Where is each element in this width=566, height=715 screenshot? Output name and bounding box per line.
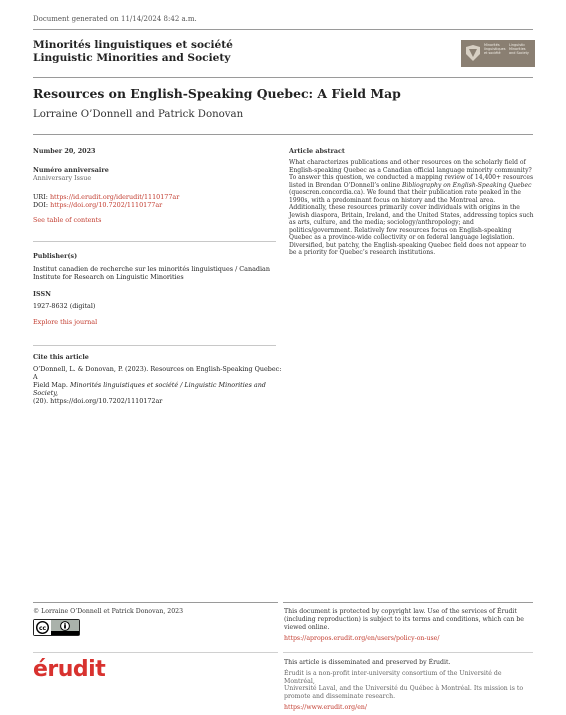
footer-divider-left	[33, 602, 278, 603]
issue-number: Number 20, 2023	[33, 147, 96, 155]
svg-text:cc: cc	[38, 624, 47, 632]
journal-title	[33, 39, 233, 65]
publisher-line-1: Institut canadien de recherche sur les minorités linguistiques / Canadian	[33, 265, 270, 274]
title-divider	[33, 134, 533, 135]
publisher-block	[33, 252, 283, 327]
dissemination-line: This article is disseminated and preserved by Érudit.	[284, 659, 451, 666]
creative-commons-badge[interactable]	[33, 619, 80, 636]
uri-row: URI: https://id.erudit.org/iderudit/1110177ar	[33, 193, 180, 202]
copyright-text: © Lorraine O’Donnell et Patrick Donovan, 2023	[33, 608, 184, 615]
footer-divider-right-2	[283, 652, 533, 653]
issn-label: ISSN	[33, 290, 51, 299]
cite-label: Cite this article	[33, 353, 89, 361]
cite-line-2: Field Map. Minorités linguistiques et société / Linguistic Minorities and Society,	[33, 381, 266, 398]
abstract-label: Article abstract	[289, 147, 345, 155]
publisher-line-2: Institute for Research on Linguistic Minorities	[33, 273, 184, 282]
erudit-website-link[interactable]: https://www.erudit.org/en/	[284, 703, 367, 711]
doi-link[interactable]: https://doi.org/10.7202/1110177ar	[50, 201, 163, 210]
erudit-logo[interactable]: érudit	[33, 657, 106, 682]
generation-note: Document generated on 11/14/2024 8:42 a.m.	[33, 15, 197, 23]
logo-text-fr: Minorités linguistiques et société	[484, 43, 506, 56]
footer-divider-right	[283, 602, 533, 603]
journal-logo	[461, 40, 535, 67]
footer-divider-left-2	[33, 652, 278, 653]
journal-title-en: Linguistic Minorities and Society	[33, 52, 231, 64]
journal-divider	[33, 77, 533, 78]
left-divider-2	[33, 345, 276, 346]
publisher-label: Publisher(s)	[33, 252, 78, 260]
issn-value: 1927-8632 (digital)	[33, 302, 96, 311]
citation-block	[33, 353, 283, 406]
doi-row: DOI: https://doi.org/10.7202/1110177ar	[33, 201, 163, 210]
metadata-column	[33, 147, 278, 225]
erudit-info: This article is disseminated and preserved by Érudit. Érudit is a non-profit inter-university consortium of the Université de Montréal, Université Laval, and the Université du Québec à Montréal. Its mission is to promote and disseminate research. https://www.erudit.org/en/	[284, 659, 534, 712]
rights-notice: This document is protected by copyright law. Use of the services of Érudit (including reproduction) is subject to its terms and conditions, which can be viewed online. https://apropos.erudit.org/en/users/policy-on-use/	[284, 608, 534, 643]
journal-title-fr: Minorités linguistiques et société	[33, 39, 233, 51]
journal-logo-mark-icon	[464, 44, 482, 63]
left-divider-1	[33, 241, 276, 242]
explore-journal-link[interactable]: Explore this journal	[33, 318, 98, 327]
policy-link[interactable]: https://apropos.erudit.org/en/users/policy-on-use/	[284, 635, 440, 643]
article-authors: Lorraine O’Donnell and Patrick Donovan	[33, 109, 244, 120]
issue-label: Numéro anniversaire	[33, 166, 109, 175]
cc-by-icon	[34, 620, 79, 635]
abstract-text: What characterizes publications and other resources on the scholarly field of English-speaking Quebec as a Canadian official language minority community? To answer this question, we conducted a mapping review of 14,400+ resources listed in Brendan O’Donnell’s online Bibliography on English-Speaking Quebec (quescren.concordia.ca). We found that their publication rate peaked in the 1990s, with a predominant focus on history and the Montreal area. Additionally, these resources primarily cover individuals with origins in the Jewish diaspora, Britain, Ireland, and the United States, addressing topics such as arts, culture, and the media; sociology/anthropology; and politics/government. Relatively few resources focus on English-speaking Quebec as a province-wide collectivity or on federal language legislation. Diversified, but patchy, the English-speaking Quebec field does not appear to be a priority for Quebec’s research institutions.	[289, 159, 534, 256]
top-divider	[33, 29, 533, 30]
cite-line-3: (20). https://doi.org/10.7202/1110172ar	[33, 397, 163, 406]
uri-link[interactable]: https://id.erudit.org/iderudit/1110177ar	[49, 193, 180, 202]
table-of-contents-link[interactable]: See table of contents	[33, 216, 102, 225]
cite-line-1: O’Donnell, L. & Donovan, P. (2023). Resources on English-Speaking Quebec: A	[33, 365, 282, 382]
article-title: Resources on English-Speaking Quebec: A Field Map	[33, 86, 401, 101]
issue-sub: Anniversary Issue	[33, 174, 92, 183]
logo-text-en: Linguistic Minorities and Society	[509, 43, 529, 56]
